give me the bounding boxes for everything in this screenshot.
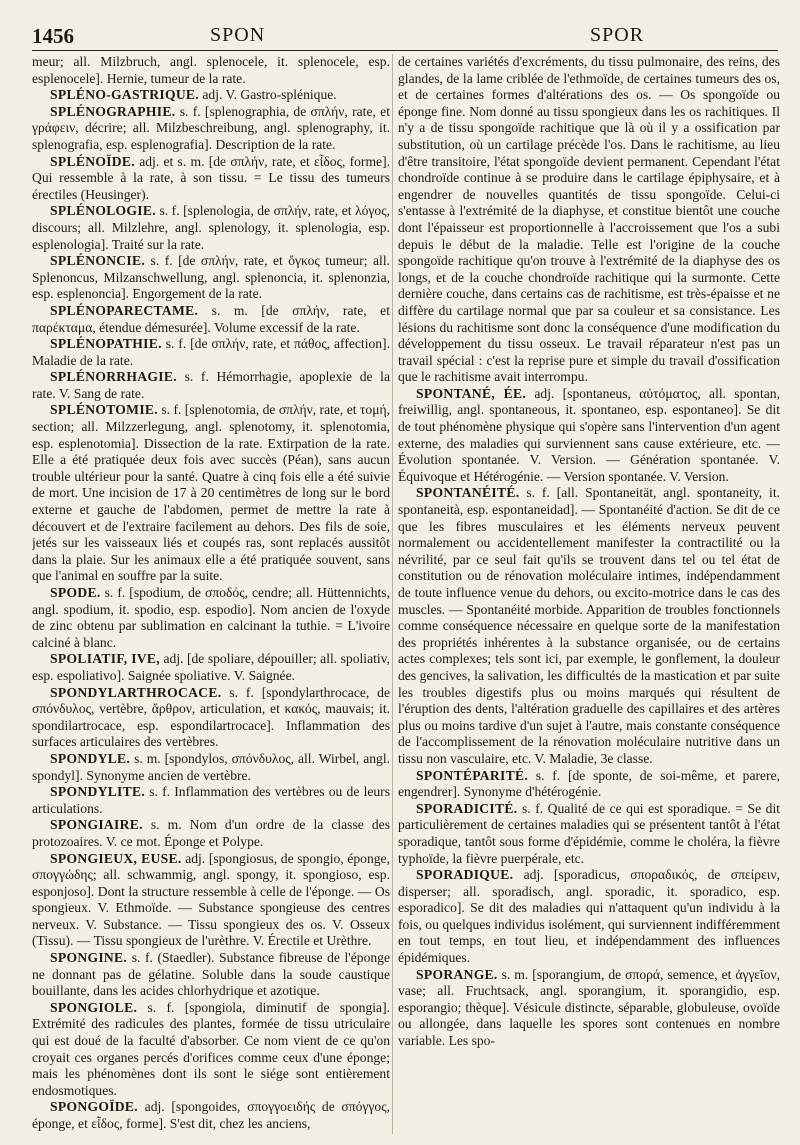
dictionary-entry	[398, 768, 780, 801]
entry-headword: SPLÉNOÏDE.	[50, 153, 135, 169]
entry-text: meur; all. Milzbruch, angl. splenocele, it. splenocele, esp. esplenocele]. Hernie, tumeur de la rate.	[32, 54, 390, 86]
entry-headword: SPORADIQUE.	[416, 867, 514, 883]
dictionary-entry	[398, 386, 780, 486]
entry-text: s. f. (Staedler). Substance fibreuse de l'éponge ne donnant pas de gélatine. Soluble dans la soude caustique bouillante, dans les acides chlorhydrique et azotique.	[32, 950, 390, 999]
entry-text: s. f. [splenologia, de σπλήν, rate, et λόγος, discours; all. Milzlehre, angl. splenology, it. splenologia, esp. esplenologia]. Traité sur la rate.	[32, 203, 390, 252]
dictionary-entry	[32, 303, 390, 336]
entry-text: s. f. Qualité de ce qui est sporadique. = Se dit particulièrement de certaines maladies qui se présentent tantôt à l'état sporadique, tantôt sous forme d'épidémie, comme le choléra, la fièvre typhoïde, la fièvre puerpérale, etc.	[398, 800, 780, 866]
entry-text: s. f. [de σπλήν, rate, et ὄγκος tumeur; all. Splenoncus, Milzanschwellung, angl. splenoncia, it. splenonzia, esp. esplenoncia]. Engorgement de la rate.	[32, 253, 390, 302]
dictionary-entry	[32, 751, 390, 784]
entry-headword: SPLÉNOPARECTAME.	[50, 302, 199, 318]
entry-text: s. f. [splenographia, de σπλήν, rate, et γράφειν, décrire; all. Milzbeschreibung, angl. splenography, it. splenografia, esp. esplenografia]. Description de la rate.	[32, 103, 390, 152]
dictionary-entry	[32, 651, 390, 684]
entry-text: adj. [spongoides, σπογγοειδής de σπόγγος, éponge, et εἶδος, forme]. S'est dit, chez les anciens,	[32, 1099, 390, 1131]
entry-headword: SPLÉNOGRAPHIE.	[50, 103, 176, 119]
entry-headword: SPLÉNO-GASTRIQUE.	[50, 87, 199, 103]
entry-headword: SPLÉNOLOGIE.	[50, 203, 156, 219]
header-rule	[32, 50, 778, 51]
entry-headword: SPOLIATIF, IVE,	[50, 651, 160, 667]
entry-text: adj. [spongiosus, de spongio, éponge, σπογγώδης; all. schwammig, angl. spongy, it. spongioso, esp. esponjoso]. Dont la structure ressemble à celle de l'éponge. — Os spongieux. V. Ethmoïde. — Substance spongieuse des centres nerveux. V. Substance. — Tissu spongieux des os. V. Osseux (Tissu). — Tissu spongieux de l'urèthre. V. Érectile et Urèthre.	[32, 850, 390, 949]
entry-headword: SPODE.	[50, 585, 101, 600]
entry-text: de certaines variétés d'excréments, du tissu pulmonaire, des reins, des glandes, de la lame criblée de l'ethmoïde, de certaines tumeurs des os, et de certaines formes d'altérations des os. — Os spongoïde ou éponge fine. Nom donné au tissu spongieux dans les os rachitiques. Il n'y a de tissu spongoïde rachitique que là où il y a ossification par substitution, où un cartilage précède l'os. Dans le rachitisme, au lieu d'être transitoire, l'état spongoïde devient permanent. Cependant l'état chondroïde continue à se produire dans le cartilage épiphysaire, et à engendrer de nouvelles quantités de tissu spongoïde. Celui-ci s'entasse à l'extrémité de la diaphyse, et constitue bientôt une couche dont l'épaisseur est proportionnelle à l'accroissement que l'os a subi depuis le début de la maladie. Telle est l'origine de la couche spongoïde rachitique qu'on trouve à l'extrémité de la diaphyse des os longs, et de la couche chondroïde rachitique qui la surmonte. Cette dernière couche, dans certains cas de rachitisme, est très-épaisse et ne diffère du cartilage normal que par sa couleur et sa consistance. Les lésions du rachitisme sont donc la conséquence d'une modification du développement du tissu osseux. Le travail réparateur n'est pas un travail spécial : c'est la reprise pure et simple du travail d'ossification que le rachitisme avait interrompu.	[398, 54, 780, 385]
entry-text: adj. [spontaneus, αὐτόματος, all. spontan, freiwillig, angl. spontaneous, it. spontaneo, esp. espontaneo]. Se dit de tout phénomène physique qui s'opère sans l'intervention d'un agent externe, des maladies qui surviennent sans cause extérieure, etc. — Évolution spontanée. V. Version. — Génération spontanée. V. Équivoque et Hétérogénie. — Version spontanée. V. Version.	[398, 385, 780, 484]
entry-headword: SPONTANÉ, ÉE.	[416, 385, 527, 401]
dictionary-entry	[398, 485, 780, 767]
dictionary-entry	[32, 87, 390, 104]
entry-text: s. m. Nom d'un ordre de la classe des protozoaires. V. ce mot. Éponge et Polype.	[32, 817, 390, 849]
entry-headword: SPONGINE.	[50, 950, 128, 966]
dictionary-entry	[32, 54, 390, 87]
right-running-head: SPOR	[590, 24, 645, 46]
dictionary-entry	[398, 801, 780, 867]
entry-text: s. m. [sporangium, de σπορά, semence, et ἀγγεῖον, vase; all. Fruchtsack, angl. sporangium, it. sporangidio, esp. esporangio; thèque]. Vésicule distincte, séparable, globuleuse, ovoïde ou allongée, dans laquelle les spores sont contenues en nombre variable. Les spo-	[398, 966, 780, 1049]
entry-text: adj. V. Gastro-splénique.	[199, 87, 337, 103]
entry-text: adj. et s. m. [de σπλήν, rate, et εἶδος, forme]. Qui ressemble à la rate, à son tissu. = Le tissu des tumeurs érectiles (Heusinger).	[32, 153, 390, 202]
entry-headword: SPLÉNORRHAGIE.	[50, 369, 177, 385]
entry-headword: SPLÉNONCIE.	[50, 253, 146, 269]
dictionary-entry	[398, 867, 780, 967]
entry-text: s. m. [spondylos, σπόνδυλος, all. Wirbel, angl. spondyl]. Synonyme ancien de vertèbre.	[32, 750, 390, 783]
entry-headword: SPORANGE.	[416, 966, 498, 982]
entry-text: s. f. Inflammation des vertèbres ou de leurs articulations.	[32, 784, 390, 816]
entry-headword: SPONGOÏDE.	[50, 1099, 138, 1115]
dictionary-entry	[32, 253, 390, 303]
entry-headword: SPLÉNOPATHIE.	[50, 336, 162, 352]
entry-headword: SPONDYLE.	[50, 750, 131, 766]
dictionary-entry	[32, 950, 390, 1000]
dictionary-entry	[32, 1000, 390, 1100]
right-column	[398, 54, 780, 1136]
entry-headword: SPONTANÉITÉ.	[416, 485, 520, 501]
entry-text: s. m. [de σπλήν, rate, et παρέκταμα, étendue démesurée]. Volume excessif de la rate.	[32, 302, 390, 335]
dictionary-entry	[398, 54, 780, 386]
entry-text: s. f. [spongiola, diminutif de spongia]. Extrémité des radicules des plantes, formée de tissu utriculaire qui est doué de la faculté d'absorber. Ce nom vient de ce qu'on croyait ces organes percés d'orifices comme ceux d'une éponge; mais les phénomènes dont ils sont le siége sont entièrement endosmotiques.	[32, 999, 390, 1098]
left-running-head: SPON	[210, 24, 266, 46]
entry-text: adj. [sporadicus, σποραδικός, de σπείρειν, disperser; all. sporadisch, angl. sporadic, it. sporadico, esp. esporadico]. Se dit des maladies qui n'attaquent qu'un individu à la fois, ou quelques individus isolément, qui surviennent indifféremment en tout temps, en tout lieu, et indépendamment des influences épidémiques.	[398, 867, 780, 966]
dictionary-entry	[32, 154, 390, 204]
dictionary-entry	[32, 685, 390, 751]
entry-text: s. f. [splenotomia, de σπλήν, rate, et τομή, section; all. Milzzerlegung, angl. splenotomy, it. splenotomia, esp. esplenotomia]. Dissection de la rate. Extirpation de la rate. Elle a été pratiquée deux fois avec succès (Péan), sans aucun trouble ultérieur pour la santé. Quatre à cinq fois elle a été suivie de mort. Une incision de 17 à 20 centimètres de long sur le bord externe et gauche de l'abdomen, permet de mettre la rate à découvert et de l'extraire facilement au dehors. Des fils de soie, jetés sur les vaisseaux liés et coupés ras, sont replacés aussitôt dans la plaie. Sur les animaux elle a été pratiquée souvent, sans que l'animal en souffre par la suite.	[32, 402, 390, 584]
entry-headword: SPONDYLITE.	[50, 784, 146, 800]
entry-text: s. f. [spodium, de σποδός, cendre; all. Hüttennichts, angl. spodium, it. spodio, esp. espodio]. Nom ancien de l'oxyde de zinc obtenu par sublimation en calcinant la tuthie. = L'ivoire calciné à blanc.	[32, 585, 390, 650]
dictionary-entry	[32, 851, 390, 951]
entry-text: s. f. [all. Spontaneität, angl. spontaneity, it. spontaneità, esp. espontaneidad]. — Spontanéité d'action. Se dit de ce que les fibres musculaires et les éléments nerveux peuvent normalement ou accidentellement manifester la contractilité ou la névrilité, par ce seul fait qu'ils se trouvent dans tel ou tel état de constitution ou de rénovation moléculaire intimes, indépendamment de toute influence venue du dehors, ou excito-motrice dans le cas des muscles. — Spontanéité morbide. Apparition de troubles fonctionnels comme conséquence nécessaire en quelque sorte de la manifestation des propriétés inhérentes à la substance organisée, ou de certains actes complexes; tels sont ici, par exemple, le gonflement, la douleur des gencives, la salivation, les difficultés de la mastication et par suite les troubles digestifs plus ou moins marqués qui résultent de l'éruption des dents, l'altération graduelle des capillaires et des artères plus ou moins tardive d'un sujet à l'autre, mais constante conséquence de l'accomplissement de la rénovation moléculaire nutritive dans un tissu non vasculaire, etc. V. Maladie, 3e classe.	[398, 485, 780, 766]
dictionary-entry	[32, 784, 390, 817]
entry-text: adj. [de spoliare, dépouiller; all. spoliativ, esp. espoliativo]. Saignée spoliative. V. Saignée.	[32, 651, 390, 683]
dictionary-entry	[32, 817, 390, 850]
dictionary-entry	[32, 336, 390, 369]
column-divider	[392, 54, 393, 1134]
entry-headword: SPONGIEUX, EUSE.	[50, 850, 182, 866]
entry-headword: SPONGIAIRE.	[50, 817, 143, 833]
entry-text: s. f. [spondylarthrocace, de σπόνδυλος, vertèbre, ἄρθρον, articulation, et κακός, mauvais; it. spondilartrocace, esp. espondilartrocace]. Inflammation des surfaces articulaires des vertèbres.	[32, 684, 390, 750]
entry-text: s. f. [de sponte, de soi-même, et parere, engendrer]. Synonyme d'hétérogénie.	[398, 767, 780, 800]
left-column	[32, 54, 390, 1136]
dictionary-entry	[32, 402, 390, 585]
dictionary-entry	[32, 203, 390, 253]
dictionary-entry	[32, 104, 390, 154]
entry-headword: SPORADICITÉ.	[416, 800, 518, 816]
page-number: 1456	[32, 24, 74, 48]
running-header	[32, 24, 776, 50]
entry-headword: SPLÉNOTOMIE.	[50, 402, 158, 418]
entry-headword: SPONDYLARTHROCACE.	[50, 684, 222, 700]
dictionary-entry	[32, 585, 390, 651]
dictionary-entry	[32, 369, 390, 402]
entry-headword: SPONTÉPARITÉ.	[416, 767, 529, 783]
dictionary-entry	[398, 967, 780, 1050]
entry-text: s. f. [de σπλήν, rate, et πάθος, affection]. Maladie de la rate.	[32, 336, 390, 368]
entry-text: s. f. Hémorrhagie, apoplexie de la rate. V. Sang de rate.	[32, 369, 390, 401]
dictionary-entry	[32, 1099, 390, 1132]
entry-headword: SPONGIOLE.	[50, 999, 138, 1015]
